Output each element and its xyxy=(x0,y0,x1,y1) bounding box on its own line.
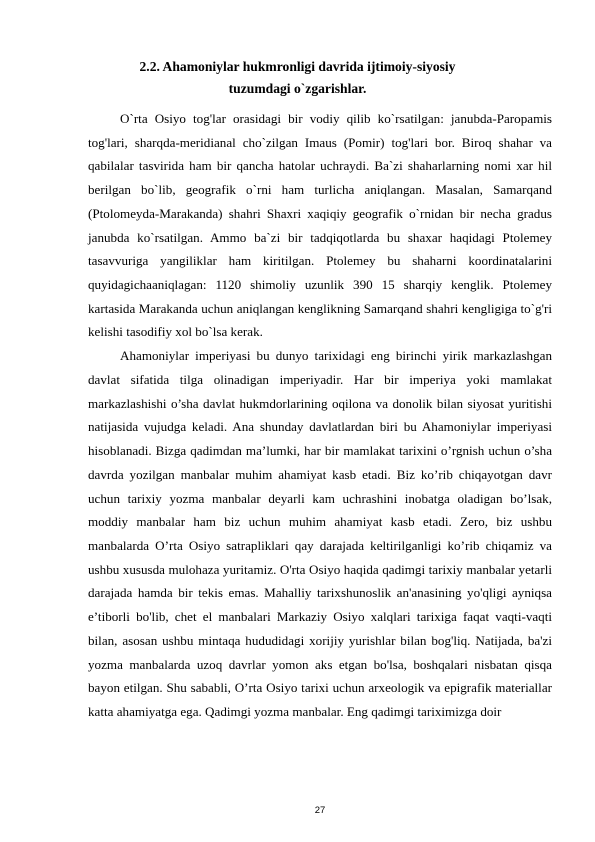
page-number: 27 xyxy=(314,805,326,816)
body-text xyxy=(88,107,552,724)
paragraph-2: Ahamoniylar imperiyasi bu dunyo tarixidagi eng birinchi yirik markazlashgan davlat sifatida tilga olinadigan imperiyadir. Har bir imperiya yoki mamlakat markazlashishi o’sha davlat hukmdorlarining oqilona va donolik bilan siyosat yuritishi natijasida vujudga keladi. Ana shunday davlatlardan biri bu Ahamoniylar imperiyasi hisoblanadi. Bizga qadimdan ma’lumki, har bir mamlakat tarixini o’rgnish uchun o’sha davrda yozilgan manbalar muhim ahamiyat kasb etadi. Biz ko’rib chiqayotgan davr uchun tarixiy yozma manbalar deyarli kam uchrashini inobatga oladigan bo’lsak, moddiy manbalar ham biz uchun muhim ahamiyat kasb etadi. Zero, biz ushbu manbalarda O’rta Osiyo satrapliklari qay darajada keltirilganligi ko’rib chiqamiz va ushbu xususda mulohaza yuritamiz. O'rta Osiyo haqida qadimgi tarixiy manbalar yetarli darajada hamda bir tekis emas. Mahalliy tarixshunoslik an'anasining yo'qligi ayniqsa e’tiborli bo'lib, chet el manbalari Markaziy Osiyo xalqlari tarixiga faqat vaqti-vaqti bilan, asosan ushbu mintaqa hududidagi xorijiy yurishlar bilan bog'liq. Natijada, ba'zi yozma manbalarda uzoq davrlar yomon aks etgan bo'lsa, boshqalari nisbatan qisqa bayon etilgan. Shu sababli, O’rta Osiyo tarixi uchun arxeologik va epigrafik materiallar katta ahamiyatga ega. Qadimgi yozma manbalar. Eng qadimgi tariximizga doir xyxy=(88,348,552,719)
section-heading-line-1: 2.2. Ahamoniylar hukmronligi davrida ijtimoiy-siyosiy xyxy=(139,59,456,74)
paragraph-1: O`rta Osiyo tog'lar orasidagi bir vodiy qilib ko`rsatilgan: janubda-Paropamis tog'lari, sharqda-meridianal cho`zilgan Imaus (Pomir) tog'lari bor. Biroq shahar va qabilalar tasvirida ham bir qancha hatolar uchraydi. Ba`zi shaharlarning nomi xar hil berilgan bo`lib, geografik o`rni ham turlicha aniqlangan. Masalan, Samarqand (Ptolomeyda-Marakanda) shahri Shaxri xaqiqiy geografik o`rnidan bir necha gradus janubda ko`rsatilgan. Ammo ba`zi bir tadqiqotlarda bu shaxar haqidagi Ptolemey tasavvuriga yangiliklar ham kiritilgan. Ptolemey bu shaharni koordinatalarini quyidagichaaniqlagan: 1120 shimoliy uzunlik 390 15 sharqiy kenglik. Ptolemey kartasida Marakanda uchun aniqlangan kenglikning Samarqand shahri kengligiga to`g'ri kelishi tasodifiy xol bo`lsa kerak. xyxy=(88,111,552,340)
section-heading-line-2: tuzumdagi o`zgarishlar. xyxy=(228,81,367,96)
